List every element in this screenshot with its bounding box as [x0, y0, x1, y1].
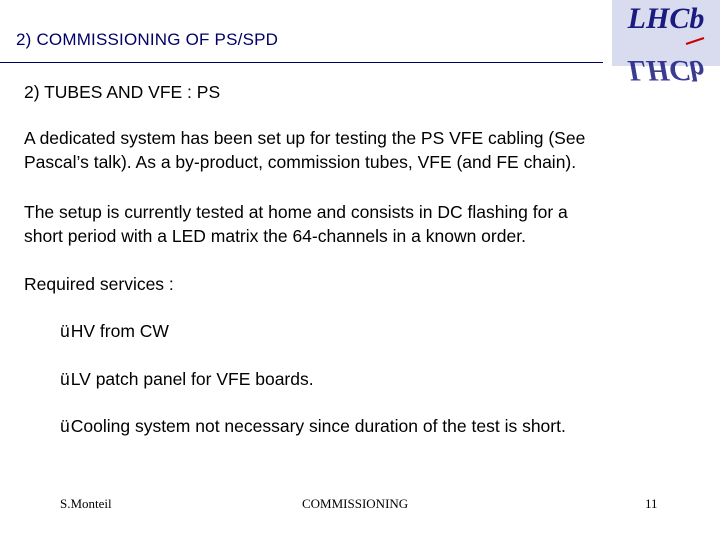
paragraph-2-line-1: The setup is currently tested at home and consists in DC flashing for a — [24, 202, 568, 222]
service-item — [60, 415, 566, 437]
services-heading: Required services : — [24, 274, 174, 294]
service-item-label: HV from CW — [70, 321, 169, 341]
checkmark-icon: ü — [60, 321, 70, 341]
checkmark-icon: ü — [60, 416, 70, 436]
service-item — [60, 368, 314, 390]
logo-reflection: LHCb — [627, 54, 705, 87]
service-item — [60, 320, 169, 342]
page-title: 2) COMMISSIONING OF PS/SPD — [16, 30, 279, 49]
checkmark-icon: ü — [60, 369, 70, 389]
paragraph-1-line-1: A dedicated system has been set up for testing the PS VFE cabling (See — [24, 128, 586, 148]
service-item-label: Cooling system not necessary since duration of the test is short. — [70, 416, 566, 436]
logo-text: LHCb — [627, 2, 705, 35]
footer-topic: COMMISSIONING — [302, 496, 409, 511]
footer-page-number: 11 — [645, 496, 658, 511]
slide-subtitle: 2) TUBES AND VFE : PS — [24, 82, 221, 102]
paragraph-1-line-2: Pascal’s talk). As a by-product, commission tubes, VFE (and FE chain). — [24, 152, 577, 172]
lhcb-logo — [612, 0, 720, 87]
service-item-label: LV patch panel for VFE boards. — [70, 369, 314, 389]
footer-author: S.Monteil — [60, 496, 112, 511]
paragraph-2-line-2: short period with a LED matrix the 64-channels in a known order. — [24, 226, 526, 246]
header-rule — [0, 62, 603, 63]
